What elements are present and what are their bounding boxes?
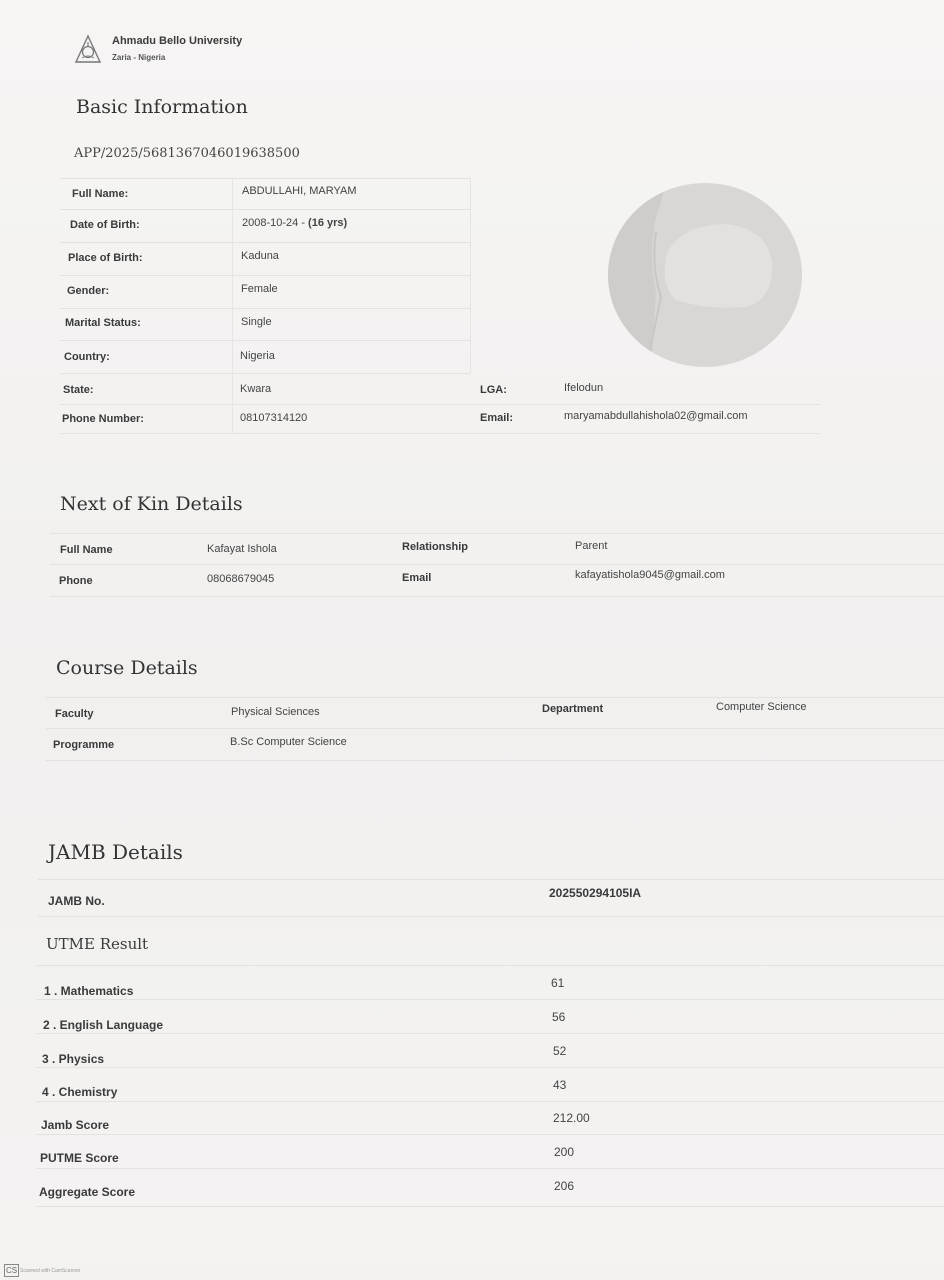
nok-email-label: Email bbox=[402, 572, 432, 584]
dob-label: Date of Birth: bbox=[70, 219, 140, 231]
marital-status-label: Marital Status: bbox=[65, 317, 141, 329]
passport-photo bbox=[606, 182, 804, 368]
table-row-label: 2 . English Language bbox=[43, 1018, 164, 1032]
camscanner-logo-icon: CS bbox=[5, 1266, 18, 1275]
table-row-label: 3 . Physics bbox=[42, 1052, 105, 1066]
gender-label: Gender: bbox=[67, 285, 110, 297]
email-value: maryamabdullahishola02@gmail.com bbox=[564, 410, 748, 422]
nok-phone-label: Phone bbox=[59, 575, 93, 587]
university-crest-icon bbox=[72, 34, 104, 66]
full-name-value: ABDULLAHI, MARYAM bbox=[242, 185, 357, 197]
phone-value: 08107314120 bbox=[240, 412, 308, 424]
table-row-value: 52 bbox=[553, 1044, 567, 1058]
place-of-birth-value: Kaduna bbox=[241, 250, 279, 262]
nok-full-name-value: Kafayat Ishola bbox=[207, 543, 277, 555]
state-value: Kwara bbox=[240, 383, 272, 395]
course-details-title: Course Details bbox=[56, 657, 198, 679]
gender-value: Female bbox=[241, 283, 278, 295]
table-row-label: 1 . Mathematics bbox=[44, 984, 134, 998]
jamb-no-value: 202550294105IA bbox=[549, 886, 642, 900]
programme-value: B.Sc Computer Science bbox=[230, 736, 347, 748]
jamb-no-label: JAMB No. bbox=[48, 894, 105, 908]
next-of-kin-title: Next of Kin Details bbox=[60, 493, 243, 515]
university-location: Zaria - Nigeria bbox=[112, 53, 166, 62]
phone-label: Phone Number: bbox=[62, 413, 144, 425]
lga-label: LGA: bbox=[480, 384, 507, 396]
marital-status-value: Single bbox=[241, 316, 272, 328]
utme-result-title: UTME Result bbox=[46, 935, 149, 953]
department-label: Department bbox=[542, 703, 604, 715]
table-row-label: Aggregate Score bbox=[39, 1185, 136, 1199]
email-label: Email: bbox=[480, 412, 514, 424]
application-number: APP/2025/5681367046019638500 bbox=[74, 146, 300, 161]
country-value: Nigeria bbox=[240, 350, 275, 362]
state-label: State: bbox=[63, 384, 94, 396]
table-row-label: 4 . Chemistry bbox=[42, 1085, 118, 1099]
table-row-value: 206 bbox=[554, 1179, 575, 1193]
programme-label: Programme bbox=[53, 739, 115, 751]
table-row-value: 61 bbox=[551, 976, 565, 990]
lga-value: Ifelodun bbox=[564, 382, 604, 394]
jamb-details-title: JAMB Details bbox=[48, 840, 183, 864]
nok-full-name-label: Full Name bbox=[60, 544, 113, 556]
scanner-footer-text: Scanned with CamScanner bbox=[20, 1268, 81, 1274]
nok-email-value: kafayatishola9045@gmail.com bbox=[575, 569, 725, 581]
nok-relationship-value: Parent bbox=[575, 540, 608, 552]
table-row-value: 56 bbox=[552, 1010, 566, 1024]
place-of-birth-label: Place of Birth: bbox=[68, 252, 143, 264]
basic-info-title: Basic Information bbox=[76, 96, 248, 118]
table-row-label: Jamb Score bbox=[41, 1118, 110, 1132]
country-label: Country: bbox=[64, 351, 110, 363]
table-row-label: PUTME Score bbox=[40, 1151, 119, 1165]
nok-relationship-label: Relationship bbox=[402, 541, 469, 553]
department-value: Computer Science bbox=[716, 701, 807, 713]
table-row-value: 200 bbox=[554, 1145, 575, 1159]
dob-value: 2008-10-24 - (16 yrs) bbox=[242, 217, 348, 229]
faculty-value: Physical Sciences bbox=[231, 706, 320, 718]
full-name-label: Full Name: bbox=[72, 188, 129, 200]
nok-phone-value: 08068679045 bbox=[207, 573, 275, 585]
table-row-value: 43 bbox=[553, 1078, 567, 1092]
faculty-label: Faculty bbox=[55, 708, 94, 720]
university-name: Ahmadu Bello University bbox=[112, 35, 243, 47]
table-row-value: 212.00 bbox=[553, 1111, 590, 1125]
